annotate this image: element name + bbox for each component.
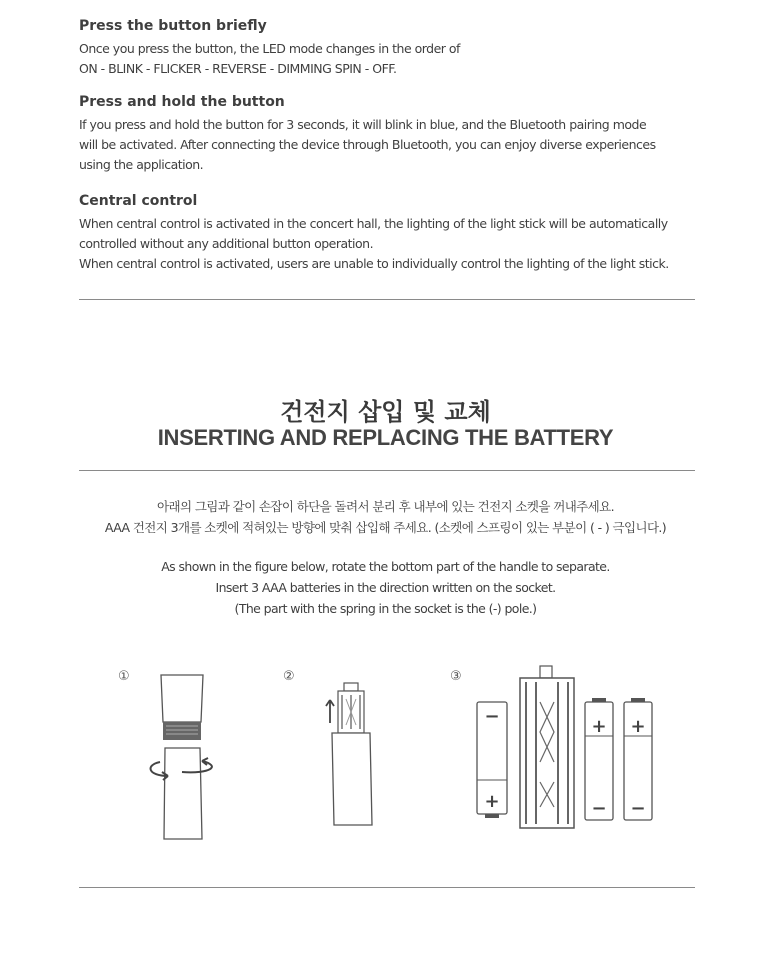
text-line: (The part with the spring in the socket is the (-) pole.) bbox=[234, 601, 537, 616]
plus-label: + bbox=[484, 791, 500, 812]
text-line: AAA 건전지 3개를 소켓에 적혀있는 방향에 맞춰 삽입해 주세요. (소켓에 스프링이 있는 부분이 ( - ) 극입니다.) bbox=[104, 520, 667, 535]
text-line: When central control is activated in the concert hall, the lighting of the light stick will be automatically bbox=[79, 216, 668, 231]
step-2-marker: ② bbox=[283, 669, 295, 684]
handle-upper-icon bbox=[161, 675, 203, 722]
text-line: Once you press the button, the LED mode changes in the order of bbox=[79, 41, 460, 56]
divider bbox=[79, 470, 695, 471]
text-line: controlled without any additional button operation. bbox=[79, 236, 374, 251]
thread-icon bbox=[163, 722, 201, 740]
minus-label: − bbox=[591, 798, 607, 819]
instructions-korean bbox=[0, 496, 771, 538]
step-3-illustration bbox=[470, 662, 670, 842]
text-line: When central control is activated, users are unable to individually control the lighting of the light stick. bbox=[79, 256, 669, 271]
minus-label: − bbox=[484, 706, 500, 727]
instructions-english bbox=[0, 556, 771, 619]
plus-label: + bbox=[591, 716, 607, 737]
heading-press-hold: Press and hold the button bbox=[79, 94, 285, 110]
battery-title-korean: 건전지 삽입 및 교체 bbox=[280, 398, 491, 426]
plus-label: + bbox=[630, 716, 646, 737]
socket-cap-icon bbox=[344, 683, 358, 691]
heading-press-briefly: Press the button briefly bbox=[79, 18, 267, 34]
step-1-illustration bbox=[140, 670, 230, 845]
handle-bottom-icon bbox=[332, 733, 372, 825]
text-line: using the application. bbox=[79, 157, 204, 172]
heading-central-control: Central control bbox=[79, 193, 198, 209]
text-line: Insert 3 AAA batteries in the direction written on the socket. bbox=[215, 580, 556, 595]
text-line: will be activated. After connecting the device through Bluetooth, you can enjoy diverse experiences bbox=[79, 137, 656, 152]
step-3-marker: ③ bbox=[450, 669, 462, 684]
divider bbox=[79, 299, 695, 300]
step-1-marker: ① bbox=[118, 669, 130, 684]
text-line: 아래의 그림과 같이 손잡이 하단을 돌려서 분리 후 내부에 있는 건전지 소켓을 꺼내주세요. bbox=[157, 499, 614, 514]
divider bbox=[79, 887, 695, 888]
handle-bottom-icon bbox=[164, 748, 202, 839]
section-press-hold bbox=[79, 93, 699, 175]
minus-label: − bbox=[630, 798, 646, 819]
text-line: As shown in the figure below, rotate the bottom part of the handle to separate. bbox=[161, 559, 610, 574]
section-central-control bbox=[79, 192, 699, 274]
text-line: ON - BLINK - FLICKER - REVERSE - DIMMING SPIN - OFF. bbox=[79, 61, 397, 76]
step-2-illustration bbox=[320, 675, 380, 845]
battery-title-english: INSERTING AND REPLACING THE BATTERY bbox=[157, 425, 614, 450]
section-press-briefly bbox=[79, 17, 699, 79]
up-arrow-icon bbox=[326, 700, 334, 723]
battery-socket-icon bbox=[520, 678, 574, 828]
text-line: If you press and hold the button for 3 seconds, it will blink in blue, and the Bluetooth pairing mode bbox=[79, 117, 647, 132]
